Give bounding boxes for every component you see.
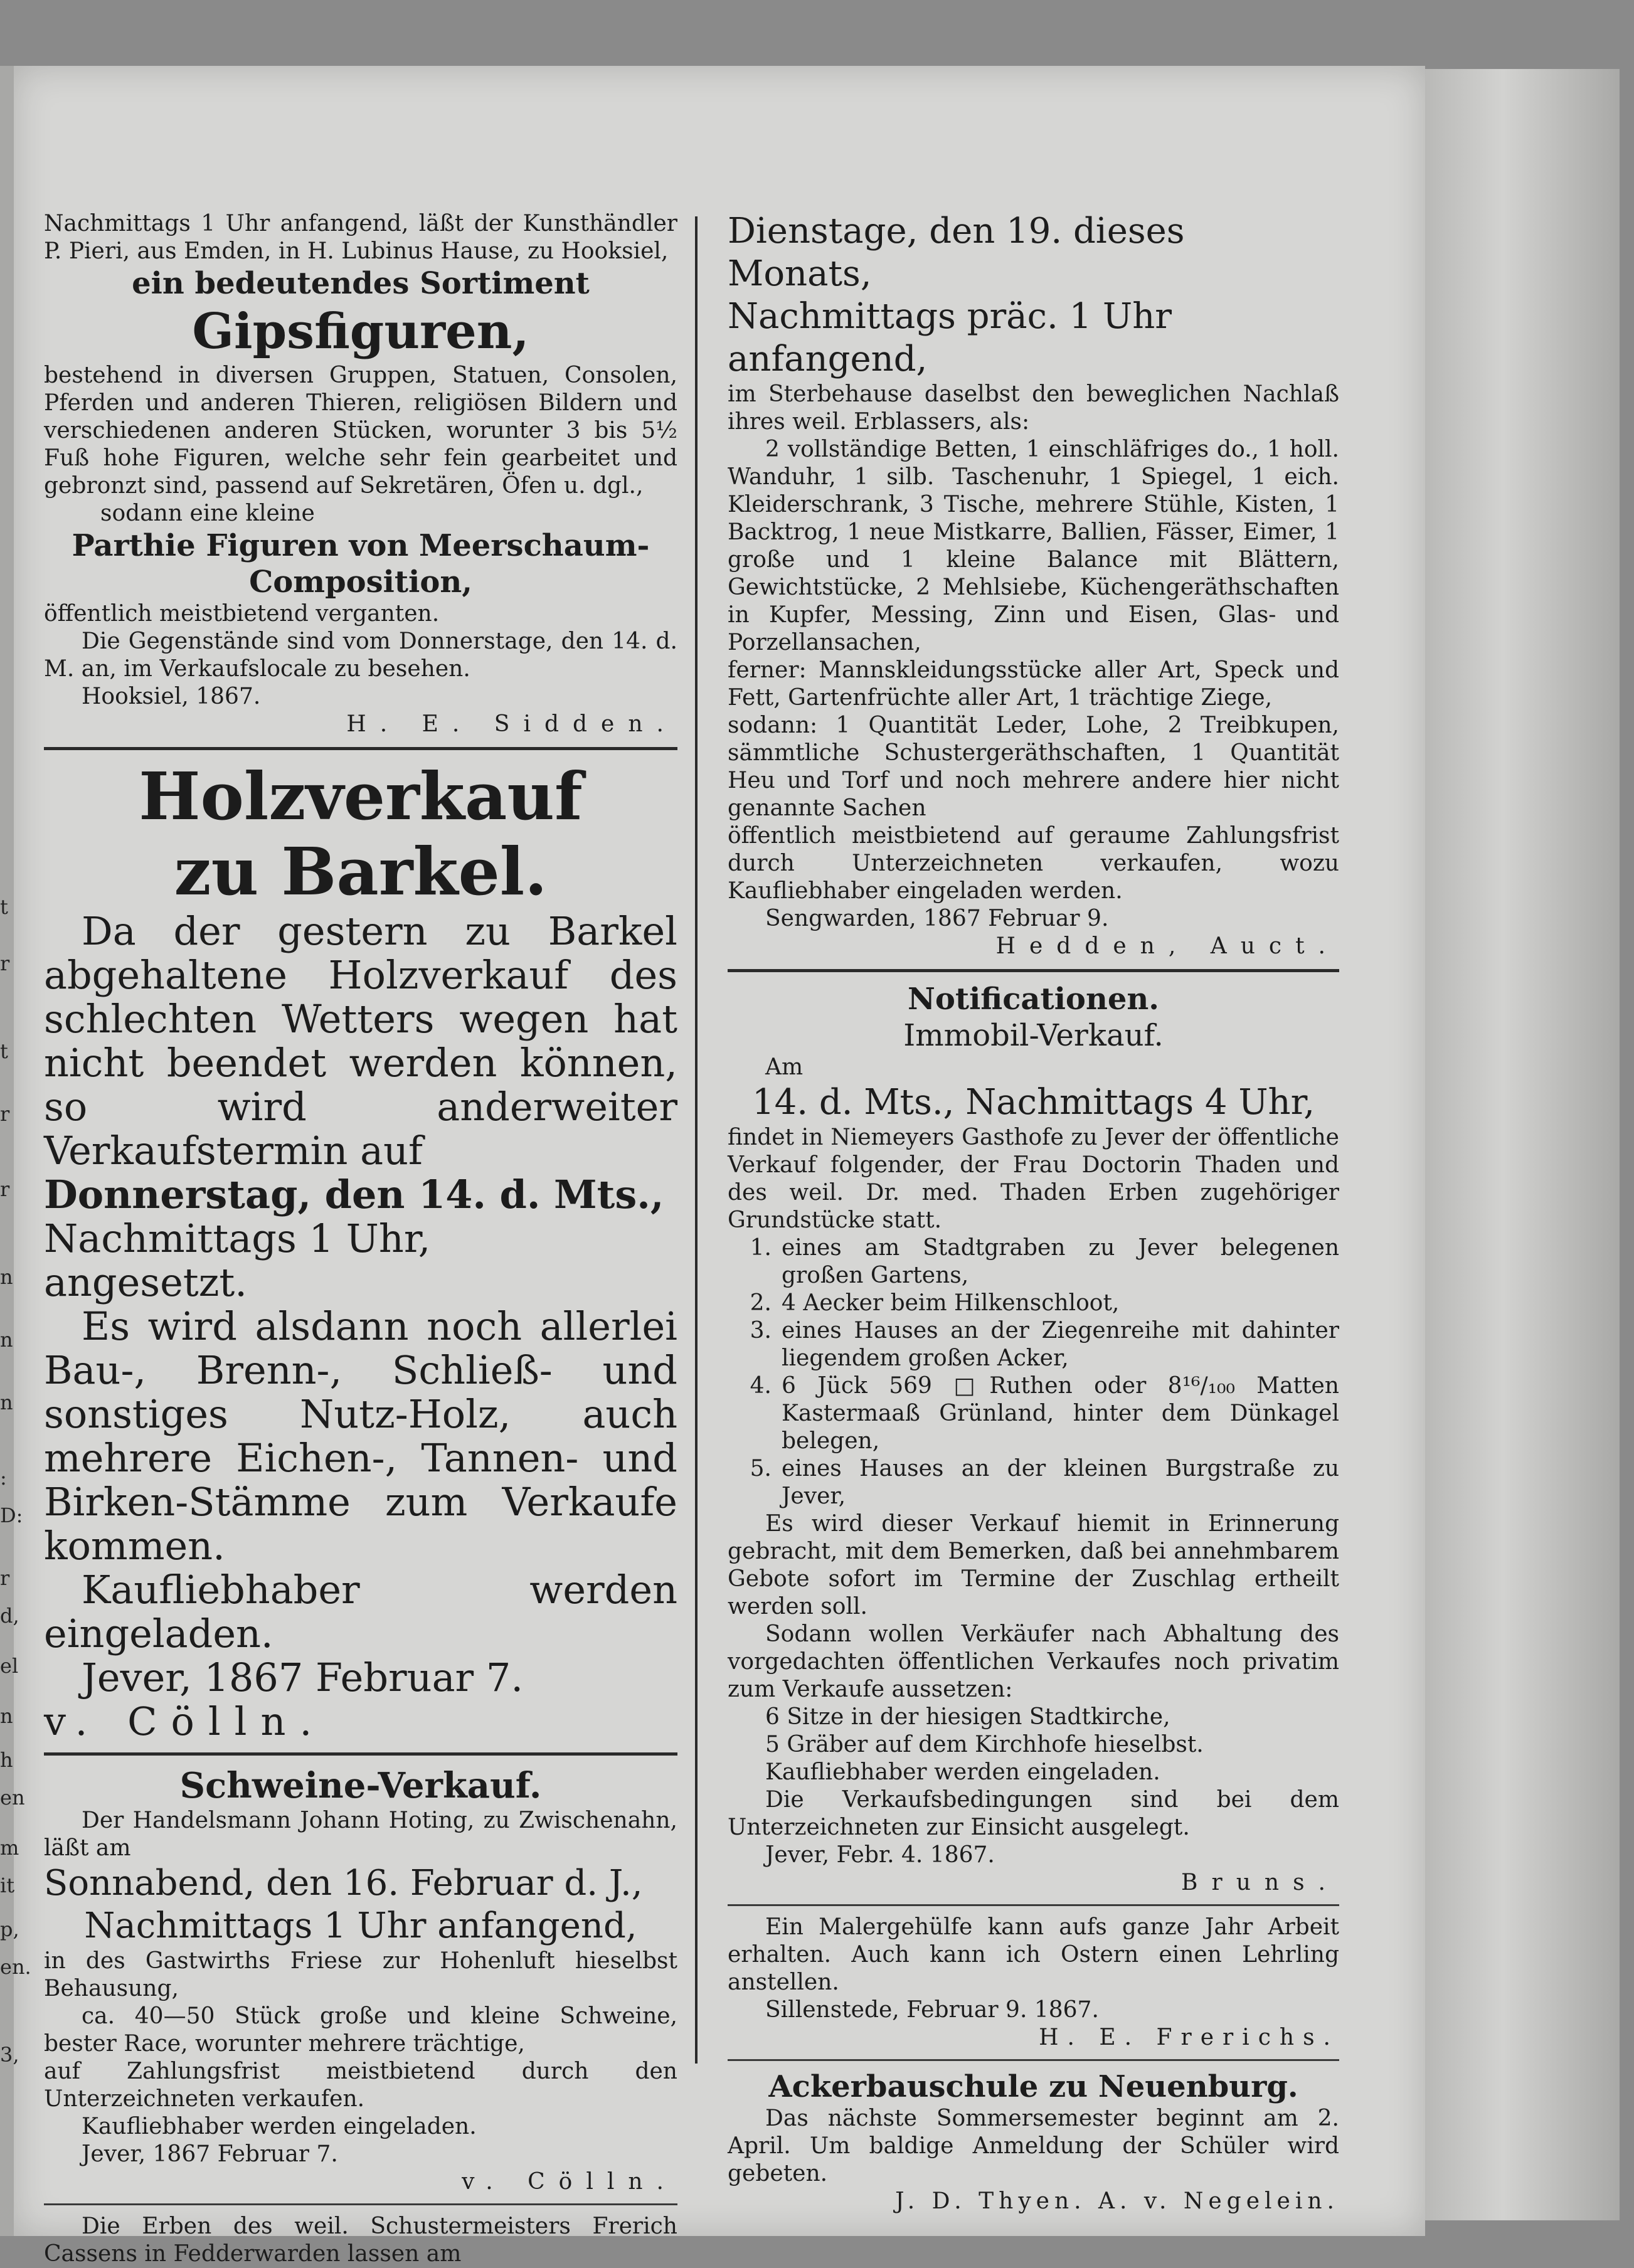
ad-time: Nachmittags präc. 1 Uhr anfangend, bbox=[728, 296, 1172, 379]
ad-signature: J. D. Thyen. A. v. Negelein. bbox=[895, 2188, 1339, 2214]
ad-signature: v. Cölln. bbox=[44, 1698, 326, 1744]
ad-heading: Schweine-Verkauf. bbox=[179, 1765, 542, 1806]
section-heading: Notificationen. bbox=[908, 982, 1159, 1017]
edge-letter: t bbox=[0, 895, 8, 919]
ad-separator bbox=[728, 1904, 1339, 1906]
ad-body-2: Sodann wollen Verkäufer nach Abhaltung des vorgedachten öffentlichen Verkaufes noch privatim zum Verkaufe aussetzen: bbox=[728, 1621, 1339, 1702]
ad-note: Die Gegenstände sind vom Donnerstage, den 14. d. M. an, im Verkaufslocale zu besehen. bbox=[44, 628, 677, 682]
ad-place-date: Sengwarden, 1867 Februar 9. bbox=[765, 906, 1109, 931]
edge-letter: m bbox=[0, 1836, 19, 1860]
item-number: 3. bbox=[750, 1318, 772, 1343]
item-text: 4 Aecker beim Hilkenschloot, bbox=[782, 1290, 1120, 1316]
edge-letter: n bbox=[0, 1265, 13, 1289]
ad-items: 2 vollständige Betten, 1 einschläfriges do., 1 holl. Wanduhr, 1 silb. Taschenuhr, 1 Spiegel, 1 eich. Kleiderschrank, 3 Tische, mehrere Stühle, Kisten, 1 Backtrog, 1 neue Mistkarre, Ballien, Fässer, Eimer, 1 große und 1 kleine Balance mit Blättern, Gewichtstücke, 2 Mehlsiebe, Küchengeräthschaften in Kupfer, Messing, Zinn und Eisen, Glas- und Porzellansachen, bbox=[728, 437, 1339, 655]
edge-letter: r bbox=[0, 951, 10, 975]
ad-set: angesetzt. bbox=[44, 1259, 247, 1305]
edge-letter: : bbox=[0, 1466, 7, 1490]
ad-more-2: sodann: 1 Quantität Leder, Lohe, 2 Treibkupen, sämmtliche Schustergeräthschaften, 1 Quantität Heu und Torf und noch mehrere andere hier nicht genannte Sachen bbox=[728, 713, 1339, 821]
ad-body-3: auf Zahlungsfrist meistbietend durch den Unterzeichneten verkaufen. bbox=[44, 2059, 677, 2112]
ad-intro: Nachmittags 1 Uhr anfangend, läßt der Kunsthändler P. Pieri, aus Emden, in H. Lubinus Hause, zu Hooksiel, bbox=[44, 211, 677, 264]
ad-intro: findet in Niemeyers Gasthofe zu Jever der öffentliche Verkauf folgender, der Frau Doctorin Thaden und des weil. Dr. med. Thaden Erben zugehöriger Grundstücke statt. bbox=[728, 1125, 1339, 1233]
edge-letter: en bbox=[0, 1786, 25, 1810]
ad-body: Da der gestern zu Barkel abgehaltene Holzverkauf des schlechten Wetters wegen hat nicht beendet werden können, so wird anderweiter Verkaufstermin auf bbox=[44, 908, 677, 1174]
ad-body: in des Gastwirths Friese zur Hohenluft hieselbst Behausung, bbox=[44, 1948, 677, 2001]
ad-separator bbox=[728, 969, 1339, 972]
property-list bbox=[728, 1234, 1339, 1510]
item-text: eines Hauses an der kleinen Burgstraße zu Jever, bbox=[782, 1456, 1339, 1509]
ad-date: Dienstage, den 19. dieses Monats, bbox=[728, 211, 1185, 294]
edge-letter: d, bbox=[0, 1604, 19, 1628]
ad-heading-2b: Composition, bbox=[249, 564, 472, 600]
edge-letter: n bbox=[0, 1704, 13, 1728]
ad-date: Donnerstag, den 14. d. Mts., bbox=[44, 1172, 664, 1217]
ad-seats: 6 Sitze in der hiesigen Stadtkirche, bbox=[765, 1704, 1170, 1730]
left-column bbox=[44, 210, 677, 2268]
item-text: 6 Jück 569 □Ruthen oder 8¹⁶/₁₀₀ Matten Kastermaaß Grünland, hinter dem Dünkagel belegen, bbox=[782, 1373, 1339, 1454]
item-text: eines Hauses an der Ziegenreihe mit dahinter liegendem großen Acker, bbox=[782, 1318, 1339, 1371]
ad-heading-2: Parthie Figuren von Meerschaum- bbox=[72, 528, 650, 563]
right-column bbox=[728, 210, 1339, 2215]
ad-time: Nachmittags 1 Uhr anfangend, bbox=[84, 1905, 637, 1946]
ad-invite: Kaufliebhaber werden eingeladen. bbox=[765, 1759, 1160, 1785]
edge-letter: D: bbox=[0, 1503, 23, 1527]
ad-separator bbox=[44, 2203, 677, 2205]
edge-letter: p, bbox=[0, 1917, 19, 1941]
list-item bbox=[728, 1290, 1339, 1317]
ad-ackerbauschule bbox=[728, 2069, 1339, 2215]
item-number: 4. bbox=[750, 1373, 772, 1399]
item-number: 2. bbox=[750, 1290, 772, 1316]
item-number: 5. bbox=[750, 1456, 772, 1481]
ad-subheading: ein bedeutendes Sortiment bbox=[132, 266, 590, 301]
ad-line: öffentlich meistbietend verganten. bbox=[44, 601, 440, 627]
ad-then: sodann eine kleine bbox=[100, 501, 315, 526]
ad-signature: Bruns. bbox=[1181, 1870, 1339, 1895]
ad-signature: H. E. Sidden. bbox=[346, 711, 677, 737]
edge-letter: n bbox=[0, 1328, 13, 1352]
edge-letter: n bbox=[0, 1391, 13, 1414]
ad-separator bbox=[44, 747, 677, 750]
ad-immobil-verkauf bbox=[728, 981, 1339, 1897]
ad-separator bbox=[728, 2059, 1339, 2061]
ad-erben bbox=[44, 2213, 677, 2268]
ad-body: Ein Malergehülfe kann aufs ganze Jahr Arbeit erhalten. Auch kann ich Ostern einen Lehrling anstellen. bbox=[728, 1914, 1339, 1995]
ad-close: öffentlich meistbietend auf geraume Zahlungsfrist durch Unterzeichneten verkaufen, wozu Kaufliebhaber eingeladen werden. bbox=[728, 823, 1339, 904]
edge-letter: t bbox=[0, 1039, 8, 1063]
edge-letter: en. bbox=[0, 1955, 31, 1979]
ad-time: Nachmittags 1 Uhr, bbox=[44, 1216, 431, 1261]
ad-intro: im Sterbehause daselbst den beweglichen Nachlaß ihres weil. Erblassers, als: bbox=[728, 381, 1339, 435]
ad-body: bestehend in diversen Gruppen, Statuen, Consolen, Pferden und anderen Thieren, religiösen Bildern und verschiedenen anderen Stücken, worunter 3 bis 5½ Fuß hohe Figuren, welche sehr fein gearbeitet und gebronzt sind, passend auf Sekretären, Öfen u. dgl., bbox=[44, 363, 677, 499]
ad-terms: Die Verkaufsbedingungen sind bei dem Unterzeichneten zur Einsicht ausgelegt. bbox=[728, 1787, 1339, 1840]
ad-am: Am bbox=[765, 1054, 804, 1080]
edge-letter: r bbox=[0, 1177, 10, 1201]
ad-invite: Kaufliebhaber werden eingeladen. bbox=[82, 2114, 477, 2139]
page-edge-stack bbox=[1425, 69, 1620, 2220]
item-text: eines am Stadtgraben zu Jever belegenen großen Gartens, bbox=[782, 1235, 1339, 1288]
ad-heading-2: zu Barkel. bbox=[174, 833, 548, 910]
ad-heading: Ackerbauschule zu Neuenburg. bbox=[768, 2069, 1298, 2104]
list-item bbox=[728, 1234, 1339, 1290]
ad-invite: Kaufliebhaber werden eingeladen. bbox=[44, 1567, 677, 1656]
edge-letter: el bbox=[0, 1654, 19, 1678]
ad-heading: Immobil-Verkauf. bbox=[903, 1018, 1164, 1053]
ad-body-2: Es wird alsdann noch allerlei Bau-, Brenn-, Schließ- und sonstiges Nutz-Holz, auch mehrere Eichen-, Tannen- und Birken-Stämme zum Verkaufe kommen. bbox=[44, 1303, 677, 1569]
ad-graves: 5 Gräber auf dem Kirchhofe hieselbst. bbox=[765, 1732, 1204, 1757]
ad-place-date: Jever, 1867 Februar 7. bbox=[82, 2141, 338, 2167]
edge-letter: it bbox=[0, 1873, 15, 1897]
ad-date: 14. d. Mts., Nachmittags 4 Uhr, bbox=[751, 1082, 1315, 1123]
ad-separator bbox=[44, 1752, 677, 1756]
ad-nachlass bbox=[728, 210, 1339, 960]
edge-letter: r bbox=[0, 1102, 10, 1126]
list-item bbox=[728, 1372, 1339, 1455]
ad-schweine-verkauf bbox=[44, 1764, 677, 2196]
edge-letter: 3, bbox=[0, 2043, 19, 2067]
ad-signature: v. Cölln. bbox=[462, 2169, 677, 2195]
ad-body: Das nächste Sommersemester beginnt am 2. April. Um baldige Anmeldung der Schüler wird gebeten. bbox=[728, 2106, 1339, 2186]
ad-malergehuelfe bbox=[728, 1914, 1339, 2052]
ad-place-date: Jever, 1867 Februar 7. bbox=[82, 1655, 524, 1700]
ad-holzverkauf bbox=[44, 759, 677, 1744]
edge-letter: r bbox=[0, 1566, 10, 1590]
edge-letter: h bbox=[0, 1748, 13, 1772]
ad-gipsfiguren bbox=[44, 210, 677, 738]
ad-heading: Gipsfiguren, bbox=[192, 303, 529, 360]
ad-place-date: Jever, Febr. 4. 1867. bbox=[765, 1842, 995, 1868]
ad-place-date: Hooksiel, 1867. bbox=[82, 684, 261, 709]
ad-body-2: ca. 40—50 Stück große und kleine Schweine, bester Race, worunter mehrere trächtige, bbox=[44, 2003, 677, 2057]
ad-intro: Der Handelsmann Johann Hoting, zu Zwischenahn, läßt am bbox=[44, 1808, 677, 1861]
ad-date: Sonnabend, den 16. Februar d. J., bbox=[44, 1863, 643, 1904]
ad-signature: Hedden, Auct. bbox=[995, 933, 1339, 959]
ad-signature: H. E. Frerichs. bbox=[1039, 2025, 1339, 2050]
column-divider bbox=[695, 216, 698, 2064]
list-item bbox=[728, 1455, 1339, 1510]
previous-page-strip bbox=[0, 66, 31, 2236]
ad-place-date: Sillenstede, Februar 9. 1867. bbox=[765, 1997, 1099, 2023]
ad-heading: Holzverkauf bbox=[139, 758, 583, 835]
list-item bbox=[728, 1317, 1339, 1372]
ad-body: Es wird dieser Verkauf hiemit in Erinnerung gebracht, mit dem Bemerken, daß bei annehmbarem Gebote sofort im Termine der Zuschlag ertheilt werden soll. bbox=[728, 1511, 1339, 1619]
ad-body: Die Erben des weil. Schustermeisters Frerich Cassens in Fedderwarden lassen am bbox=[44, 2213, 677, 2267]
ad-more: ferner: Mannskleidungsstücke aller Art, Speck und Fett, Gartenfrüchte aller Art, 1 trächtige Ziege, bbox=[728, 657, 1339, 711]
item-number: 1. bbox=[750, 1235, 772, 1261]
